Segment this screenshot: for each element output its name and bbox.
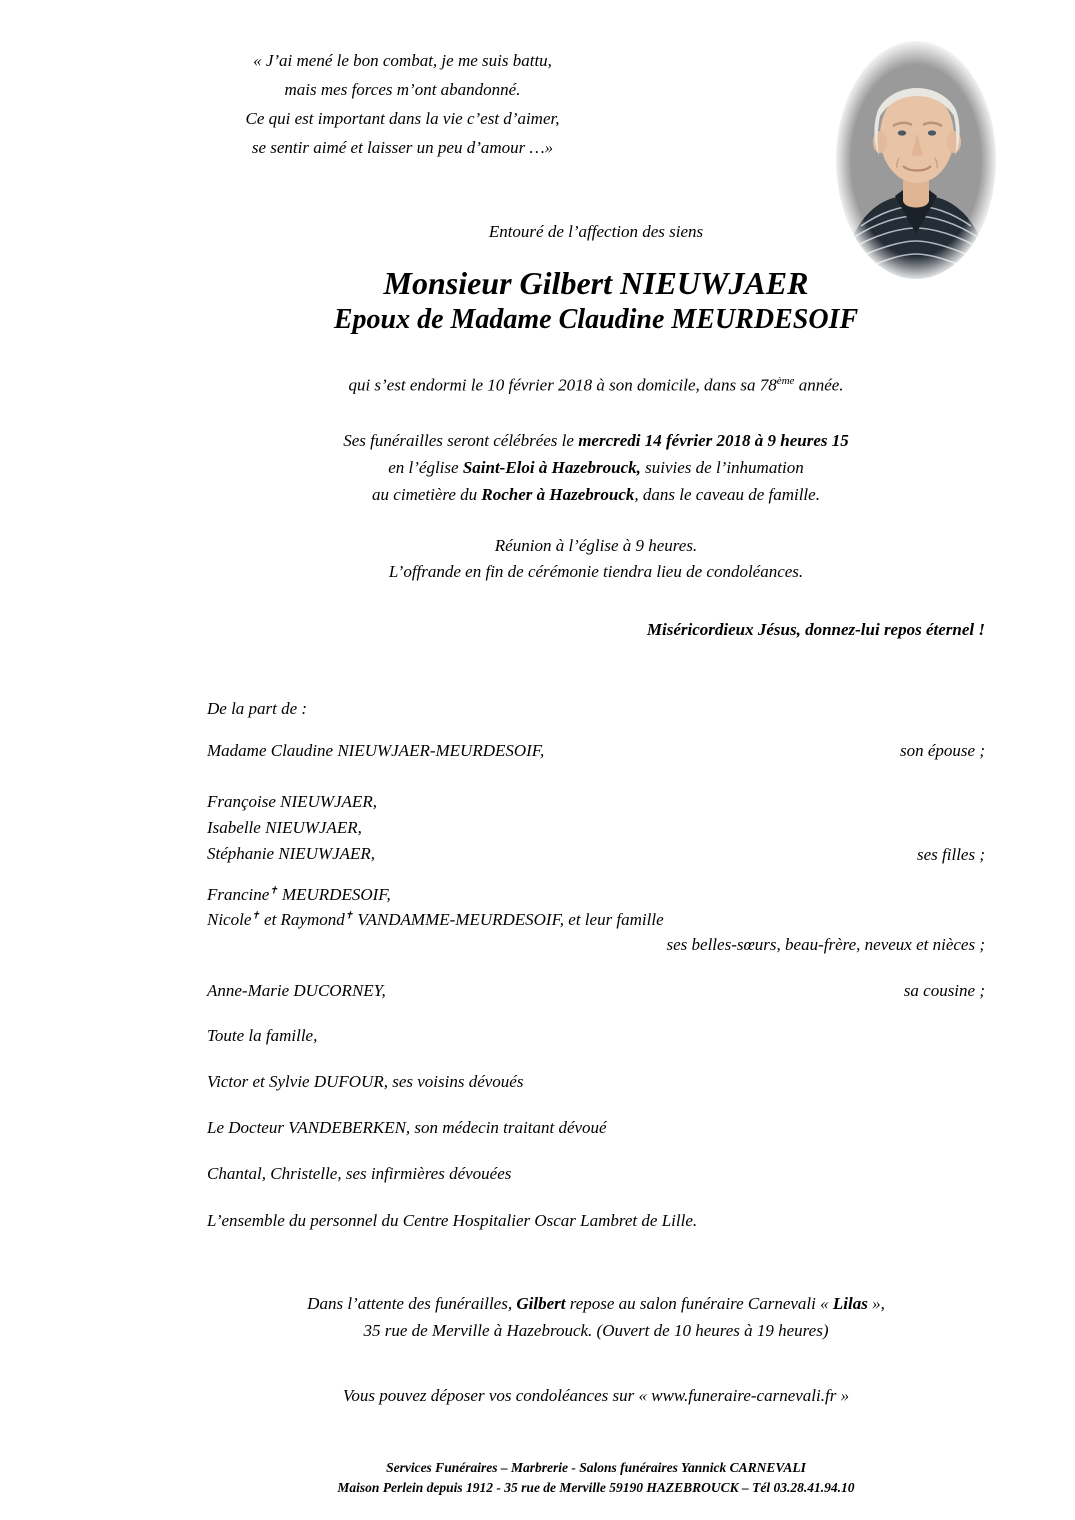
wife-name: Madame Claudine NIEUWJAER-MEURDESOIF, — [207, 741, 545, 760]
funeral-line-2 — [207, 454, 985, 481]
quote-line-3: Ce qui est important dans la vie c’est d’aimer, — [245, 109, 560, 128]
funeral-line-2-text: en l’église — [388, 458, 463, 477]
funeral-line-1-text: Ses funérailles seront célébrées le — [343, 431, 579, 450]
death-text: qui s’est endormi le 10 février 2018 à son domicile, dans sa 78 — [348, 375, 777, 395]
daughters-names — [207, 789, 377, 867]
deceased-spouse-line: Epoux de Madame Claudine MEURDESOIF — [333, 304, 859, 335]
family-line: Toute la famille, — [207, 1026, 318, 1045]
quote-line-1: « J’ai mené le bon combat, je me suis battu, — [253, 51, 552, 70]
meeting-line-1: Réunion à l’église à 9 heures. — [494, 536, 698, 555]
footer-line-1: Services Funéraires – Marbrerie - Salons funéraires Yannick CARNEVALI — [386, 1460, 806, 1475]
daughter-name-3: Stéphanie NIEUWJAER, — [207, 844, 376, 863]
cousin-relation: sa cousine ; — [903, 981, 985, 1000]
death-text-end: année. — [794, 375, 844, 395]
closing-salon-name: Lilas — [832, 1294, 868, 1313]
inlaws-line-1 — [207, 882, 985, 907]
funeral-line-3 — [207, 481, 985, 508]
footer-line-2: Maison Perlein depuis 1912 - 35 rue de Merville 59190 HAZEBROUCK – Tél 03.28.41.94.10 — [337, 1480, 855, 1495]
deceased-cross-icon: ✝ — [269, 885, 278, 897]
funeral-church: Saint-Eloi à Hazebrouck, — [462, 458, 641, 477]
inlaws-line-2 — [207, 907, 985, 932]
doctor-line: Le Docteur VANDEBERKEN, son médecin traitant dévoué — [207, 1118, 607, 1137]
quote-line-2: mais mes forces m’ont abandonné. — [284, 80, 521, 99]
funeral-date-time: mercredi 14 février 2018 à 9 heures 15 — [578, 431, 849, 450]
wife-relation: son épouse ; — [900, 741, 985, 760]
inlaw-name-3-end: VANDAMME-MEURDESOIF, et leur famille — [353, 910, 664, 929]
cousin-row — [207, 978, 985, 1003]
from-part-heading: De la part de : — [207, 699, 308, 718]
cousin-name: Anne-Marie DUCORNEY, — [207, 981, 386, 1000]
condolences-line: Vous pouvez déposer vos condoléances sur « www.funeraire-carnevali.fr » — [342, 1386, 850, 1405]
deceased-name: Monsieur Gilbert NIEUWJAER — [383, 265, 809, 301]
inlaw-name-1: Francine — [207, 885, 270, 904]
daughter-name-2: Isabelle NIEUWJAER, — [207, 818, 362, 837]
funeral-line-3-text: au cimetière du — [372, 485, 482, 504]
death-line — [207, 375, 985, 396]
funeral-line-2-end: suivies de l’inhumation — [640, 458, 804, 477]
hospital-staff-line: L’ensemble du personnel du Centre Hospitalier Oscar Lambret de Lille. — [207, 1211, 698, 1230]
wife-row — [207, 738, 985, 763]
closing-line-2: 35 rue de Merville à Hazebrouck. (Ouvert de 10 heures à 19 heures) — [363, 1321, 829, 1340]
inlaw-name-2: Nicole — [207, 910, 252, 929]
funeral-cemetery: Rocher à Hazebrouck — [481, 485, 635, 504]
quote-line-4: se sentir aimé et laisser un peu d’amour …» — [251, 138, 554, 157]
closing-first-name: Gilbert — [516, 1294, 566, 1313]
neighbors-line: Victor et Sylvie DUFOUR, ses voisins dévoués — [207, 1072, 524, 1091]
funeral-line-1 — [207, 427, 985, 454]
inlaw-name-1-end: MEURDESOIF, — [277, 885, 391, 904]
inlaws-relation: ses belles-sœurs, beau-frère, neveux et nièces ; — [666, 935, 985, 954]
meeting-info — [207, 533, 985, 585]
closing-line-1 — [207, 1290, 985, 1317]
deceased-cross-icon: ✝ — [251, 910, 260, 922]
funeral-services-footer — [207, 1458, 985, 1498]
daughters-row — [207, 789, 985, 867]
death-superscript: ème — [776, 375, 795, 387]
funeral-home-info — [207, 1290, 985, 1344]
portrait-photo — [833, 38, 999, 283]
nurses-line: Chantal, Christelle, ses infirmières dévouées — [207, 1164, 512, 1183]
closing-text-2: repose au salon funéraire Carnevali « — [565, 1294, 833, 1313]
meeting-line-2: L’offrande en fin de cérémonie tiendra lieu de condoléances. — [388, 562, 804, 581]
inlaw-name-3: et Raymond — [259, 910, 345, 929]
prayer-line: Miséricordieux Jésus, donnez-lui repos éternel ! — [646, 620, 985, 639]
opening-quote — [130, 46, 675, 162]
funeral-line-3-end: , dans le caveau de famille. — [634, 485, 820, 504]
intro-line: Entouré de l’affection des siens — [488, 222, 704, 241]
deceased-cross-icon: ✝ — [344, 910, 354, 922]
funeral-announcement — [207, 427, 985, 508]
daughter-name-1: Françoise NIEUWJAER, — [207, 792, 377, 811]
closing-text-3: », — [867, 1294, 885, 1313]
daughters-relation: ses filles ; — [917, 845, 985, 864]
closing-text-1: Dans l’attente des funérailles, — [307, 1294, 517, 1313]
